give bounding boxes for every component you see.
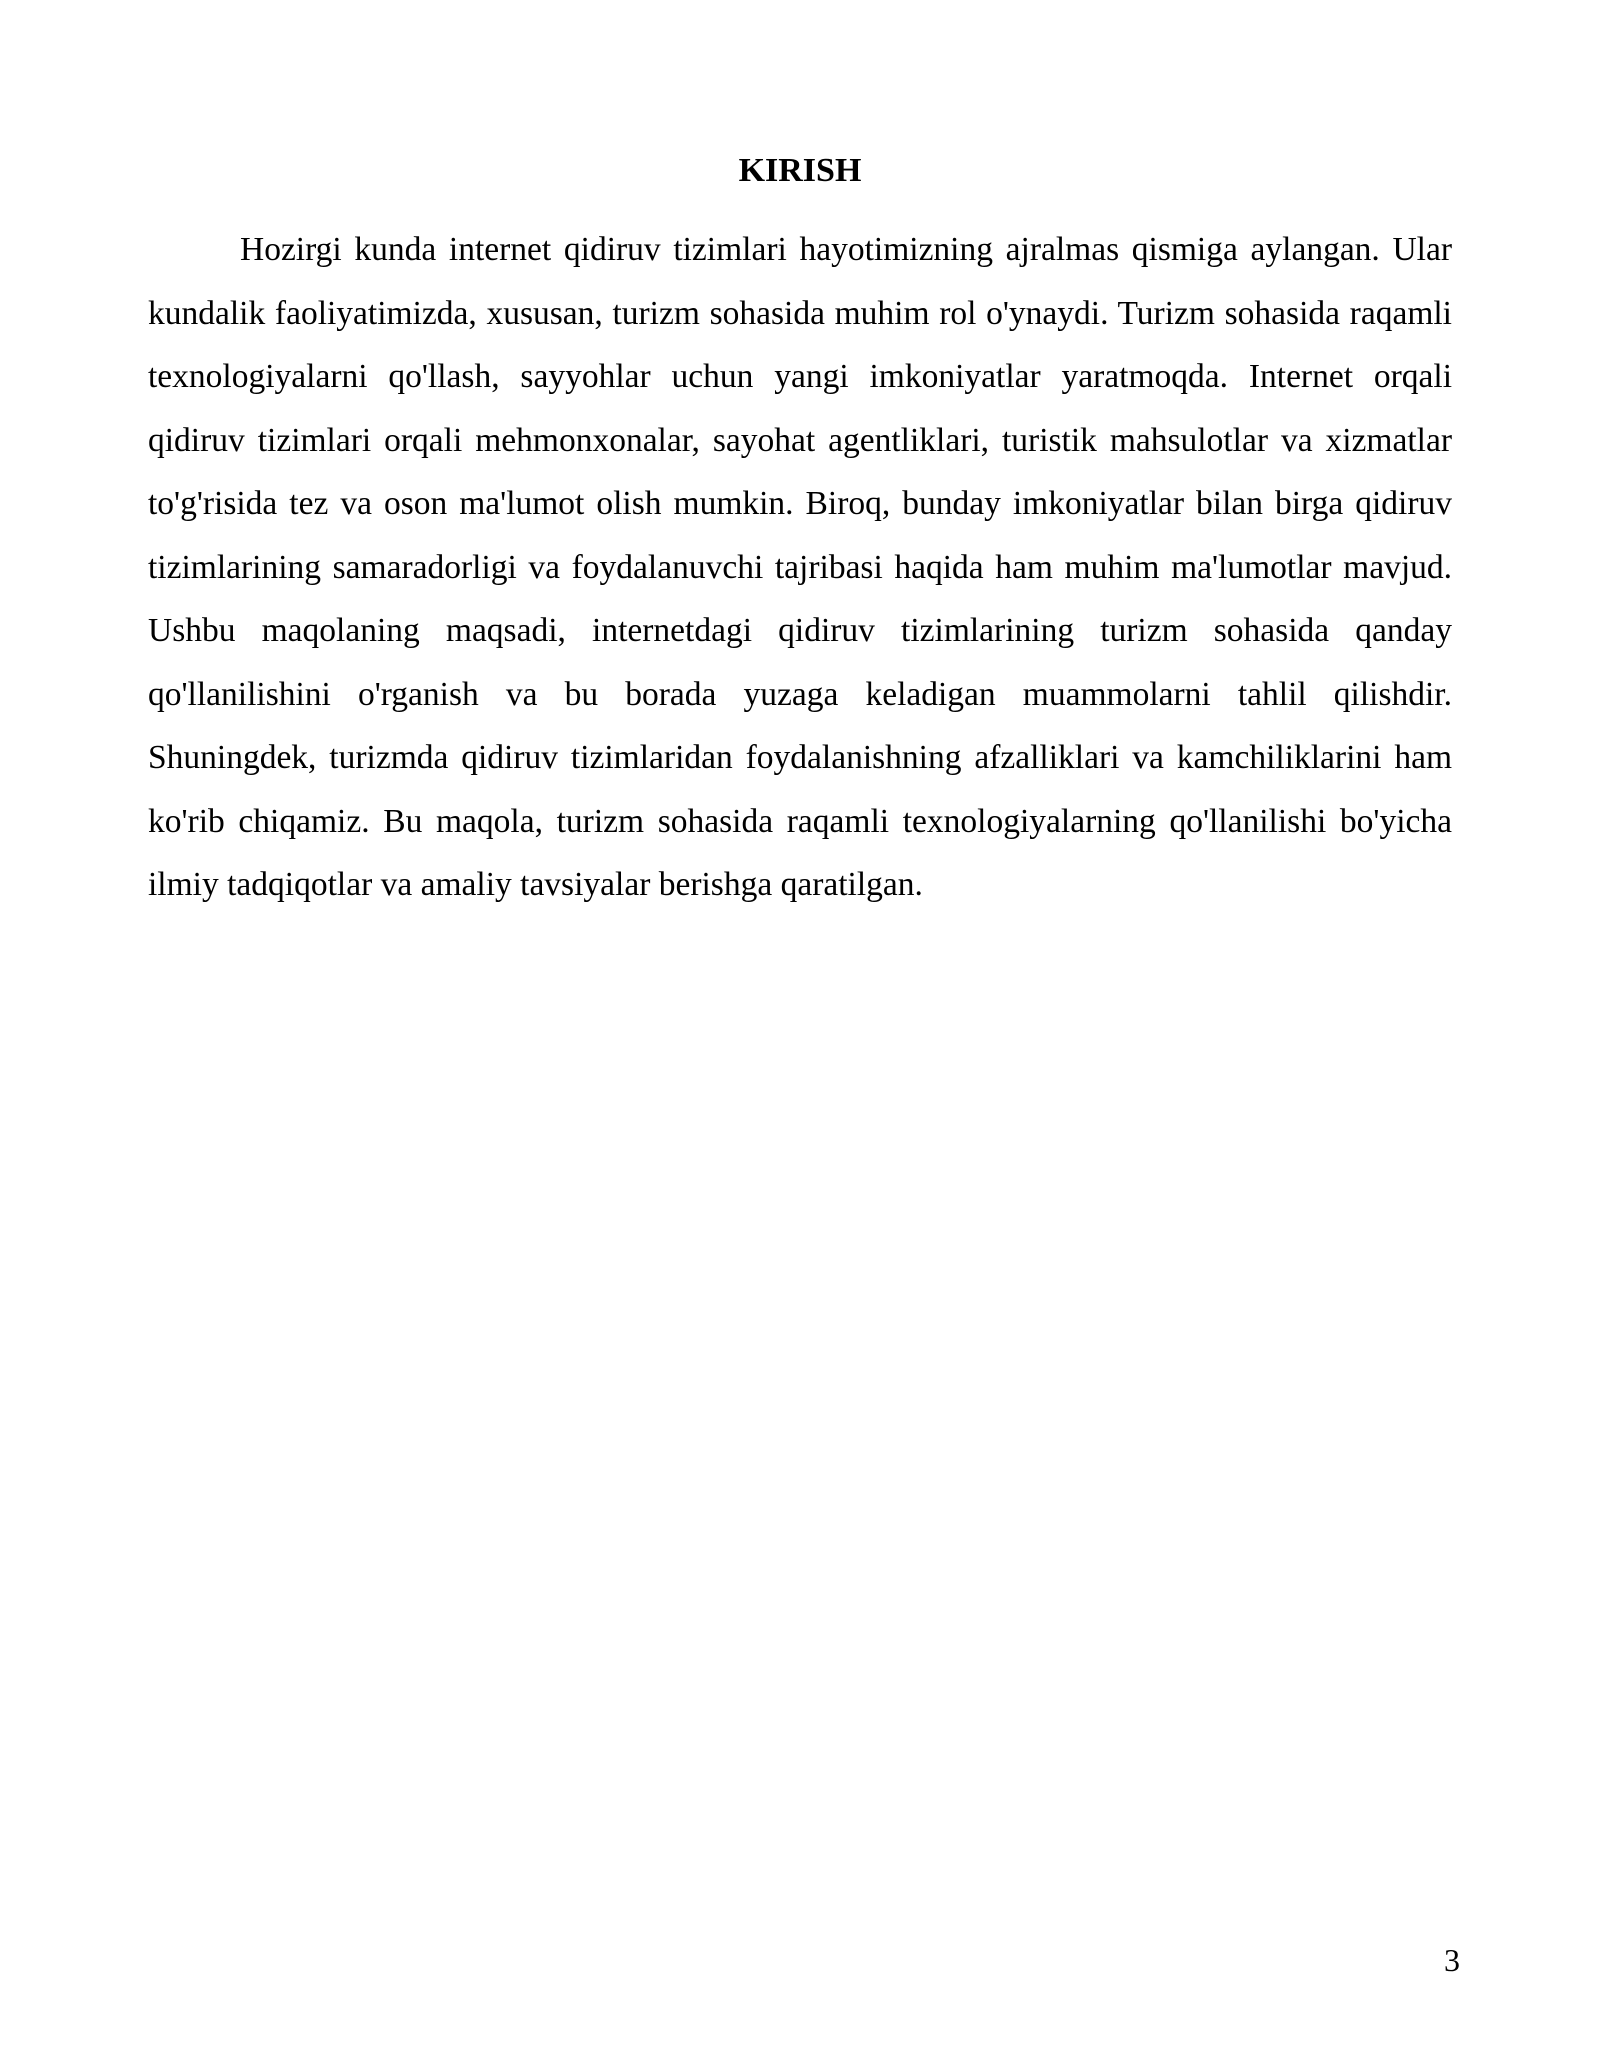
body-paragraph: Hozirgi kunda internet qidiruv tizimlari hayotimizning ajralmas qismiga aylangan. Ular kundalik faoliyatimizda, xususan, turizm sohasida muhim rol o'ynaydi. Turizm sohasida raqamli texnologiyalarni qo'llash, sayyohlar uchun yangi imkoniyatlar yaratmoqda. Internet orqali qidiruv tizimlari orqali mehmonxonalar, sayohat agentliklari, turistik mahsulotlar va xizmatlar to'g'risida tez va oson ma'lumot olish mumkin. Biroq, bunday imkoniyatlar bilan birga qidiruv tizimlarining samaradorligi va foydalanuvchi tajribasi haqida ham muhim ma'lumotlar mavjud. Ushbu maqolaning maqsadi, internetdagi qidiruv tizimlarining turizm sohasida qanday qo'llanilishini o'rganish va bu borada yuzaga keladigan muammolarni tahlil qilishdir. Shuningdek, turizmda qidiruv tizimlaridan foydalanishning afzalliklari va kamchiliklarini ham ko'rib chiqamiz. Bu maqola, turizm sohasida raqamli texnologiyalarning qo'llanilishi bo'yicha ilmiy tadqiqotlar va amaliy tavsiyalar berishga qaratilgan. xyxy=(148,231,1452,903)
page-content xyxy=(148,146,1452,917)
page-number: 3 xyxy=(1444,1942,1460,1978)
section-heading: KIRISH xyxy=(738,152,862,189)
